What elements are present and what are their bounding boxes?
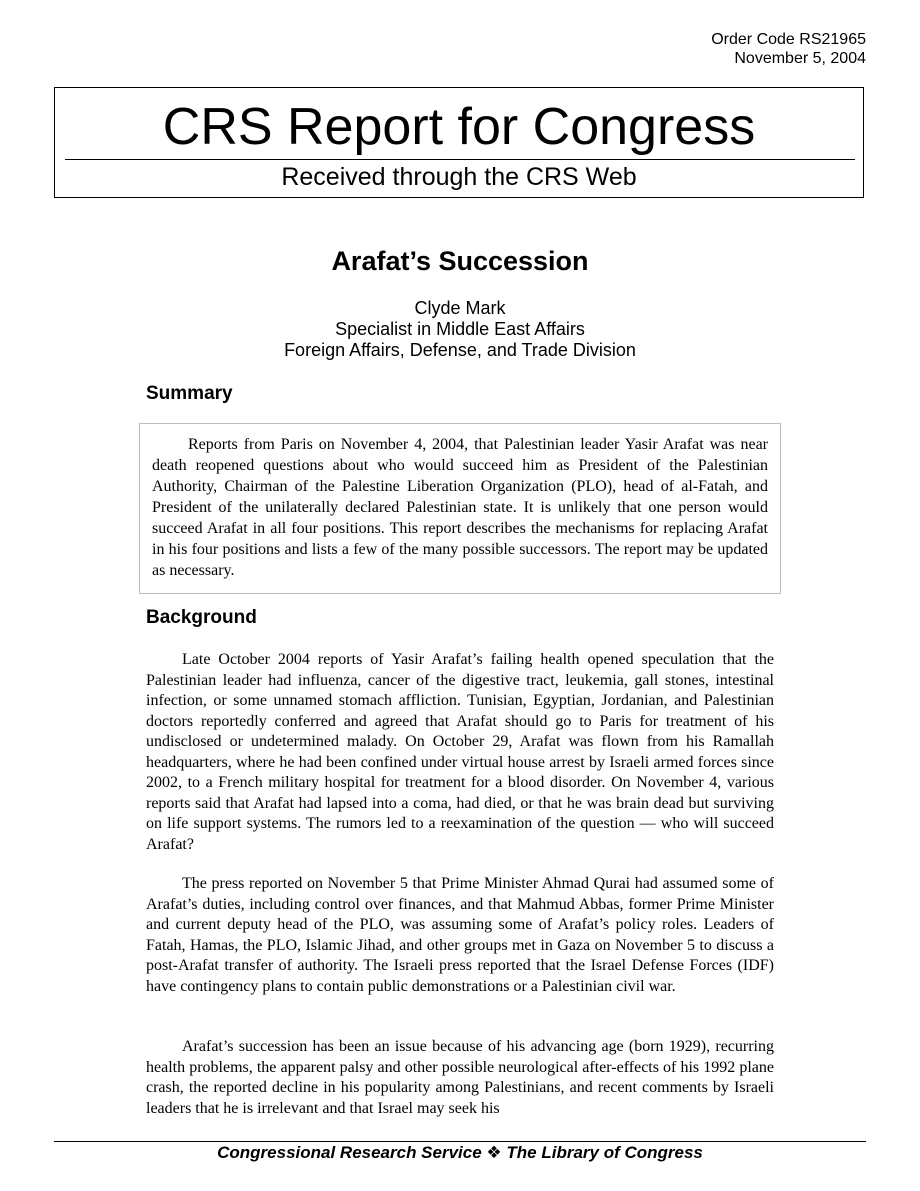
- masthead: [54, 87, 864, 198]
- masthead-divider: [65, 159, 855, 160]
- order-code-block: [711, 30, 866, 68]
- report-date: November 5, 2004: [734, 50, 866, 67]
- background-heading: Background: [146, 607, 257, 628]
- masthead-title: CRS Report for Congress: [162, 98, 756, 156]
- order-code: Order Code RS21965: [711, 31, 866, 48]
- report-title: Arafat’s Succession: [331, 246, 589, 276]
- footer: [0, 1143, 920, 1163]
- footer-publisher: Congressional Research Service: [217, 1143, 482, 1162]
- background-paragraph-1: Late October 2004 reports of Yasir Arafat’s failing health opened speculation that the Palestinian leader had influenza, cancer of the digestive tract, leukemia, gall stones, intestinal infection, or some unnamed stomach affliction. Tunisian, Egyptian, Jordanian, and Palestinian doctors reportedly conferred and agreed that Arafat should go to Paris for treatment of his undisclosed or undetermined malady. On October 29, Arafat was flown from his Ramallah headquarters, where he had been confined under virtual house arrest by Israeli armed forces since 2002, to a French military hospital for treatment for a blood disorder. On November 4, various reports said that Arafat had lapsed into a coma, had died, or that he was brain dead but surviving on life support systems. The rumors led to a reexamination of the question — who will succeed Arafat?: [146, 651, 774, 853]
- author-name: Clyde Mark: [414, 298, 506, 318]
- author-block: [0, 298, 920, 361]
- background-paragraph-2: The press reported on November 5 that Prime Minister Ahmad Qurai had assumed some of Arafat’s duties, including control over finances, and that Mahmud Abbas, former Prime Minister and current deputy head of the PLO, was assuming some of Arafat’s policy roles. Leaders of Fatah, Hamas, the PLO, Islamic Jihad, and other groups met in Gaza on November 5 to discuss a post-Arafat transfer of authority. The Israeli press reported that the Israel Defense Forces (IDF) have contingency plans to contain public demonstrations or a Palestinian civil war.: [146, 875, 774, 995]
- footer-separator-icon: ❖: [486, 1143, 502, 1162]
- summary-heading: Summary: [146, 383, 233, 404]
- footer-divider: [54, 1141, 866, 1142]
- masthead-subtitle: Received through the CRS Web: [281, 163, 637, 191]
- summary-box: [139, 423, 781, 594]
- footer-library: The Library of Congress: [506, 1143, 703, 1162]
- author-division: Foreign Affairs, Defense, and Trade Division: [284, 340, 636, 360]
- background-paragraph-3: Arafat’s succession has been an issue because of his advancing age (born 1929), recurring health problems, the apparent palsy and other possible neurological after-effects of his 1992 plane crash, the reported decline in his popularity among Palestinians, and recent comments by Israeli leaders that he is irrelevant and that Israel may seek his: [146, 1038, 774, 1117]
- summary-text: Reports from Paris on November 4, 2004, that Palestinian leader Yasir Arafat was near death reopened questions about who would succeed him as President of the Palestinian Authority, Chairman of the Palestine Liberation Organization (PLO), head of al-Fatah, and President of the unilaterally declared Palestinian state. It is unlikely that one person would succeed Arafat in all four positions. This report describes the mechanisms for replacing Arafat in his four positions and lists a few of the many possible successors. The report may be updated as necessary.: [152, 436, 768, 579]
- author-title: Specialist in Middle East Affairs: [335, 319, 585, 339]
